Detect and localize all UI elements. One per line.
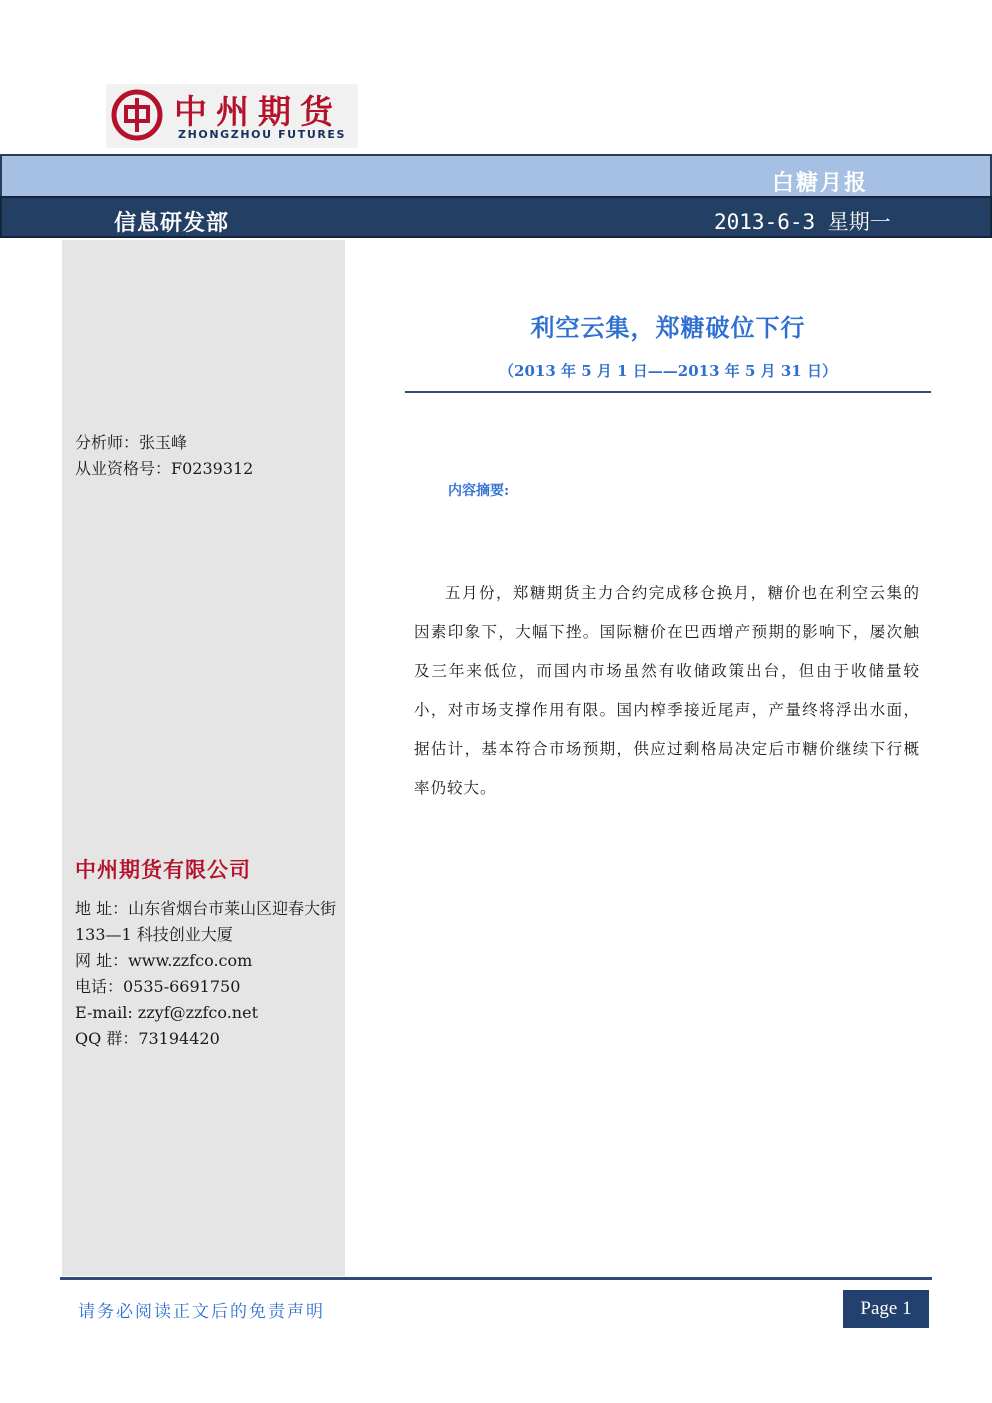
report-type: 白糖月报: [771, 170, 868, 196]
page-number: Page 1: [843, 1290, 929, 1328]
contact-qq: QQ 群：73194420: [75, 1029, 220, 1048]
company-logo: [106, 84, 358, 148]
company-name: 中州期货有限公司: [75, 858, 251, 882]
report-period: （2013 年 5 月 1 日——2013 年 5 月 31 日）: [499, 362, 837, 380]
summary-heading: 内容摘要:: [448, 483, 510, 499]
report-date: 2013-6-3 星期一: [714, 210, 891, 234]
footer-divider: [60, 1277, 932, 1280]
analyst-info: [75, 430, 253, 482]
header-band-bottom: [0, 196, 992, 238]
department-name: 信息研发部: [114, 210, 230, 236]
zhongzhou-logo-mark-icon: [110, 88, 164, 142]
disclaimer-link[interactable]: 请务必阅读正文后的免责声明: [78, 1302, 325, 1322]
contact-phone: 电话：0535-6691750: [75, 977, 241, 996]
contact-email: E-mail: zzyf@zzfco.net: [75, 1003, 259, 1022]
analyst-license: 从业资格号：F0239312: [75, 459, 254, 478]
header-band-top: [0, 154, 992, 196]
analyst-name: 分析师：张玉峰: [75, 433, 188, 452]
report-title: 利空云集，郑糖破位下行: [530, 313, 806, 342]
contact-address: 地 址：山东省烟台市莱山区迎春大街 133—1 科技创业大厦: [75, 899, 337, 944]
contact-website: 网 址：www.zzfco.com: [75, 951, 253, 970]
title-divider: [405, 391, 931, 393]
logo-name-cn: 中州期货: [174, 92, 342, 131]
summary-text: 五月份，郑糖期货主力合约完成移仓换月，糖价也在利空云集的因素印象下，大幅下挫。国际糖价在巴西增产预期的影响下，屡次触及三年来低位，而国内市场虽然有收储政策出台，但由于收储量较小，对市场支撑作用有限。国内榨季接近尾声，产量终将浮出水面，据估计，基本符合市场预期，供应过剩格局决定后市糖价继续下行概率仍较大。: [414, 584, 920, 797]
sidebar: [62, 240, 345, 1276]
logo-name-en: ZHONGZHOU FUTURES: [178, 128, 347, 141]
contact-info: [75, 896, 337, 1052]
